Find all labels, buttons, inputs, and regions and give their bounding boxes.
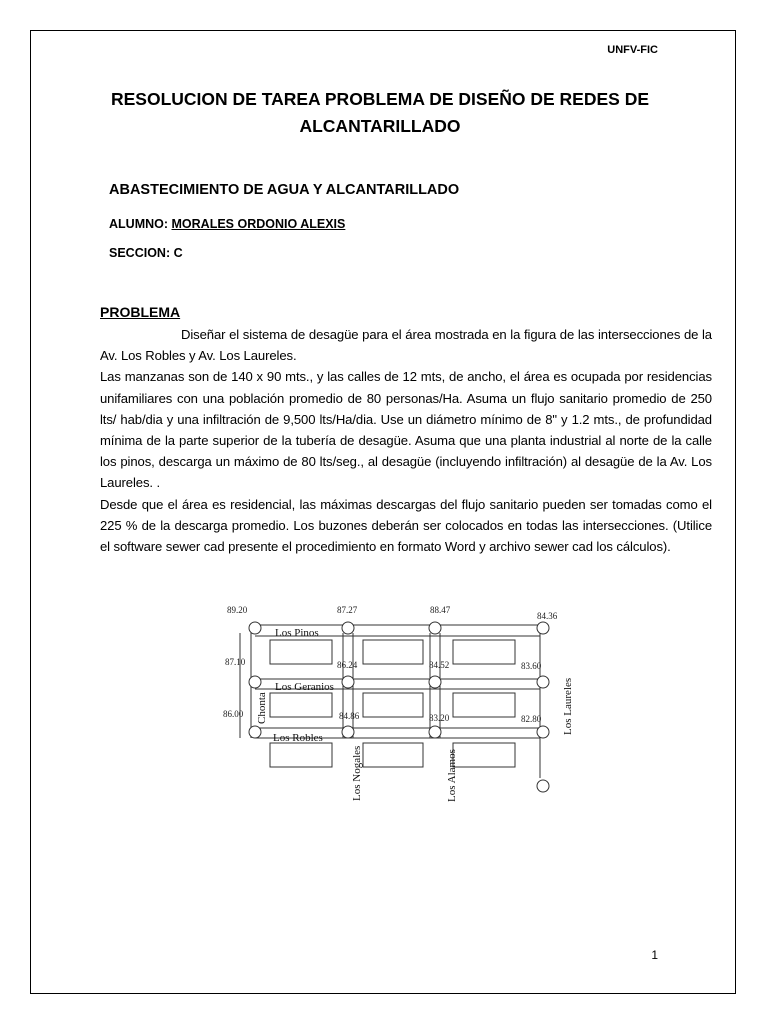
manhole-node [429,622,441,634]
elevation-label: 86.24 [337,660,358,670]
manhole-node [342,622,354,634]
block-rect [363,693,423,717]
problem-paragraph-2: Las manzanas son de 140 x 90 mts., y las calles de 12 mts, de ancho, el área es ocupada por residencias unifamiliares con una población promedio de 80 personas/Ha. Asuma un flujo sanitario promedio de 250 lts/ hab/dia y una infiltración de 9,500 lts/Ha/dia. Use un diámetro mínimo de 8" y 1.2 mts., de profundidad mínima de la parte superior de la tubería de desagüe. Asuma que una planta industrial al norte de la calle los pinos, descarga un máximo de 80 lts/seg., al desagüe (incluyendo infiltración) al desagüe de la Av. Los Laureles. . [100,369,712,491]
manhole-node [537,780,549,792]
street-label-los-pinos: Los Pinos [275,627,319,639]
block-rect [270,693,332,717]
header-code: UNFV-FIC [607,44,658,56]
title-line-1: RESOLUCION DE TAREA PROBLEMA DE DISEÑO DE REDES DE [110,89,649,109]
manhole-node [537,726,549,738]
manhole-node [249,622,261,634]
block-rect [363,743,423,767]
block-rect [270,640,332,664]
elevation-label: 88.47 [430,605,451,615]
elevation-label: 89.20 [227,605,248,615]
elevation-label: 82.80 [521,714,542,724]
manhole-node [537,676,549,688]
student-name: MORALES ORDONIO ALEXIS [171,217,346,231]
block-rect [270,743,332,767]
elevation-label: 84.36 [537,611,558,621]
elevation-label: 84.86 [339,711,360,721]
student-label: ALUMNO: [109,217,172,231]
street-label-los-robles: Los Robles [273,732,323,744]
manhole-node [537,622,549,634]
elevation-label: 84.52 [429,660,450,670]
street-label-los-nogales: Los Nogales [351,745,363,801]
manhole-node [429,726,441,738]
elevation-label: 83.60 [521,661,542,671]
problem-body [100,324,712,557]
elevation-label: 83.20 [429,713,450,723]
street-network-figure [215,598,575,810]
manhole-node [429,676,441,688]
course-name: ABASTECIMIENTO DE AGUA Y ALCANTARILLADO [109,182,460,198]
block-rect [453,693,515,717]
student-line [109,217,345,231]
manhole-node [342,676,354,688]
manhole-node [249,726,261,738]
manhole-node [342,726,354,738]
document-title [100,86,660,140]
street-label-los-laureles: Los Laureles [562,677,574,735]
block-rect [363,640,423,664]
problem-paragraph-1: Diseñar el sistema de desagüe para el área mostrada en la figura de las intersecciones de la Av. Los Robles y Av. Los Laureles. [100,327,712,364]
problem-heading: PROBLEMA [100,304,181,320]
elevation-label: 87.10 [225,657,246,667]
title-line-2: ALCANTARILLADO [299,116,461,136]
block-rect [453,743,515,767]
elevation-label: 87.27 [337,605,358,615]
problem-paragraph-3: Desde que el área es residencial, las máximas descargas del flujo sanitario pueden ser tomadas como el 225 % de la descarga promedio. Los buzones deberán ser colocados en todas las intersecciones. (Utilice el software sewer cad presente el procedimiento en formato Word y archivo sewer cad los cálculos). [100,496,712,555]
block-rect [453,640,515,664]
page-number: 1 [651,948,658,962]
street-label-chonta: Chonta [256,692,268,724]
street-label-los-geranios: Los Geranios [275,681,334,693]
manhole-node [249,676,261,688]
elevation-label: 86.00 [223,709,244,719]
street-label-los-alamos: Los Alamos [446,749,458,802]
section-line: SECCION: C [109,246,183,260]
